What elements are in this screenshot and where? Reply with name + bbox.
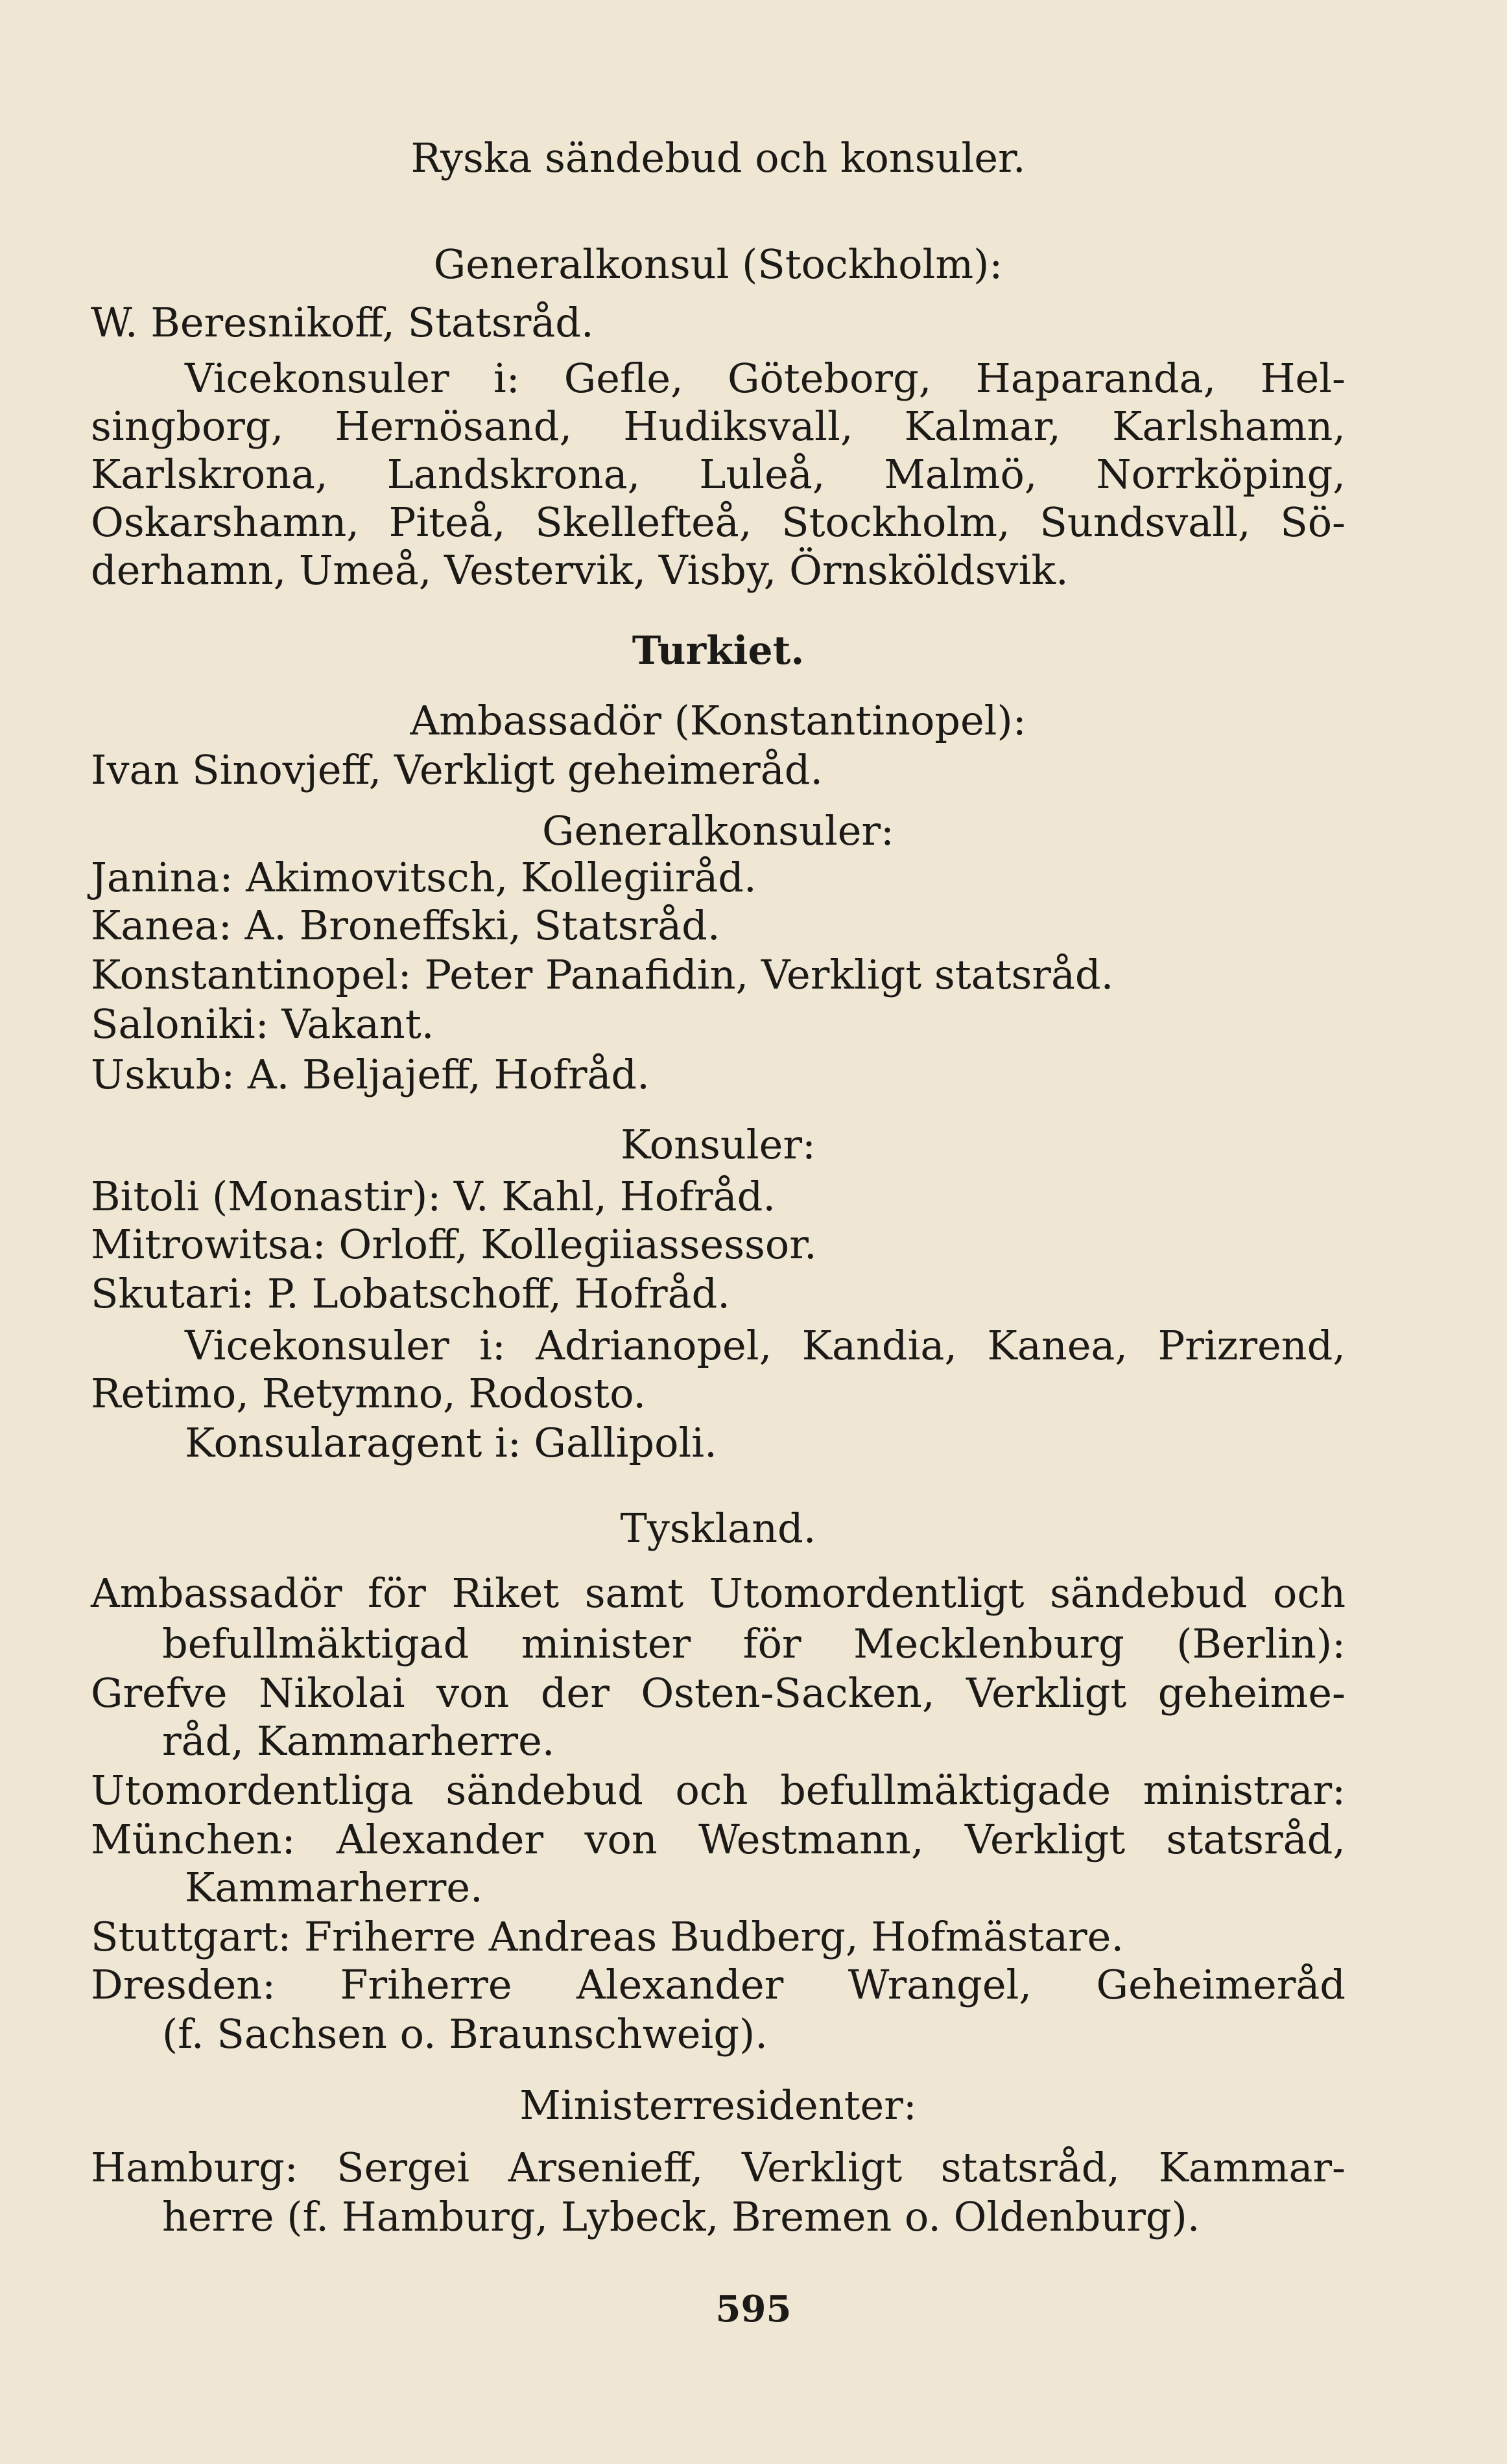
vicekonsuler-line: derhamn, Umeå, Vestervik, Visby, Örnsköldsvik. — [91, 546, 1069, 594]
ministers-heading: Utomordentliga sändebud och befullmäktigade ministrar: — [91, 1766, 1346, 1814]
generalkonsul-entry: Uskub: A. Beljajeff, Hofråd. — [91, 1051, 650, 1098]
minister-entry: Dresden: Friherre Alexander Wrangel, Geheimeråd — [91, 1961, 1346, 2008]
generalkonsul-entry: Janina: Akimovitsch, Kollegiiråd. — [91, 854, 757, 901]
vicekonsuler-line: Retimo, Retymno, Rodosto. — [91, 1370, 647, 1417]
konsul-entry: Bitoli (Monastir): V. Kahl, Hofråd. — [91, 1173, 776, 1220]
resident-entry: herre (f. Hamburg, Lybeck, Bremen o. Oldenburg). — [162, 2193, 1200, 2240]
page-number: 595 — [715, 2288, 792, 2330]
ambassador-line: befullmäktigad minister för Mecklenburg (Berlin): — [162, 1620, 1346, 1667]
resident-entry: Hamburg: Sergei Arsenieff, Verkligt statsråd, Kammar- — [91, 2144, 1346, 2191]
section-heading-tyskland: Tyskland. — [620, 1505, 816, 1552]
konsularagent-entry: Konsularagent i: Gallipoli. — [185, 1419, 717, 1466]
vicekonsuler-line: singborg, Hernösand, Hudiksvall, Kalmar, Karlshamn, — [91, 403, 1346, 450]
page-title: Ryska sändebud och konsuler. — [410, 134, 1026, 182]
vicekonsuler-line: Oskarshamn, Piteå, Skellefteå, Stockholm, Sundsvall, Sö- — [91, 499, 1346, 546]
minister-entry: München: Alexander von Westmann, Verkligt statsråd, — [91, 1816, 1346, 1863]
minister-entry: Stuttgart: Friherre Andreas Budberg, Hofmästare. — [91, 1913, 1124, 1960]
ambassador-line: råd, Kammarherre. — [162, 1717, 555, 1765]
vicekonsuler-line: Vicekonsuler i: Adrianopel, Kandia, Kanea, Prizrend, — [185, 1322, 1346, 1369]
section-heading-turkiet: Turkiet. — [632, 628, 805, 674]
residents-heading: Ministerresidenter: — [519, 2082, 917, 2129]
generalkonsuler-heading: Generalkonsuler: — [542, 807, 894, 854]
konsul-entry: Mitrowitsa: Orloff, Kollegiiassessor. — [91, 1221, 817, 1268]
vicekonsuler-line: Vicekonsuler i: Gefle, Göteborg, Haparanda, Hel- — [185, 355, 1346, 402]
konsul-entry: Skutari: P. Lobatschoff, Hofråd. — [91, 1270, 730, 1317]
ambassador-heading: Ambassadör (Konstantinopel): — [410, 697, 1026, 744]
minister-entry: (f. Sachsen o. Braunschweig). — [162, 2010, 768, 2058]
generalkonsul-entry: Saloniki: Vakant. — [91, 1000, 434, 1048]
konsuler-heading: Konsuler: — [621, 1121, 816, 1168]
ambassador-line: Ambassadör för Riket samt Utomordentligt sändebud och — [91, 1569, 1346, 1617]
vicekonsuler-line: Karlskrona, Landskrona, Luleå, Malmö, Norrköping, — [91, 451, 1346, 498]
ambassador-entry: Ivan Sinovjeff, Verkligt geheimeråd. — [91, 746, 824, 793]
generalkonsul-entry: Konstantinopel: Peter Panafidin, Verkligt statsråd. — [91, 951, 1114, 998]
ambassador-line: Grefve Nikolai von der Osten-Sacken, Verkligt geheime- — [91, 1669, 1346, 1717]
generalkonsul-heading: Generalkonsul (Stockholm): — [433, 241, 1003, 288]
minister-entry: Kammarherre. — [185, 1864, 483, 1911]
generalkonsul-entry: Kanea: A. Broneffski, Statsråd. — [91, 902, 720, 949]
generalkonsul-entry: W. Beresnikoff, Statsråd. — [91, 299, 594, 346]
